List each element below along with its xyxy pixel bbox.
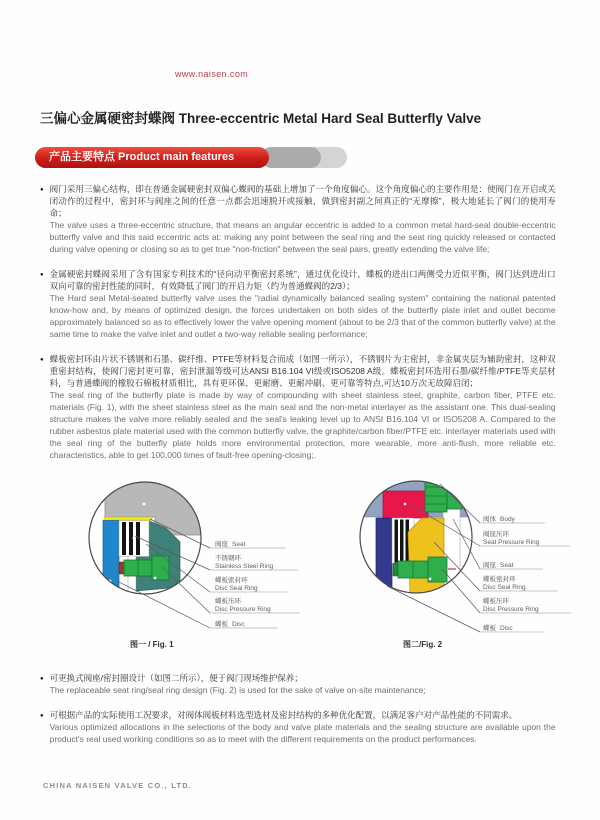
- website-url[interactable]: www.naisen.com: [175, 69, 249, 79]
- fig2-top-bolt-shank: [425, 478, 447, 512]
- bullet-icon: ●: [40, 357, 44, 363]
- page-title: 三偏心金属硬密封蝶阀 Three-eccentric Metal Hard Seal Butterfly Valve: [40, 111, 482, 126]
- fig1-label-disc-zh: 蝶板: [215, 621, 228, 628]
- fig2-label-seat-zh: 阀座: [483, 562, 496, 569]
- fig2-label-disc-pressure-ring-zh: 蝶板压环: [483, 598, 509, 605]
- feature-item-5: [40, 709, 562, 745]
- feature-text: [50, 268, 556, 340]
- feature-item-2: [40, 268, 562, 340]
- fig2-mid-bolt-tip: [393, 563, 398, 576]
- fig2-stainless-ring-shape: [400, 520, 404, 563]
- feature-text: [50, 672, 556, 696]
- feature-3-zh: 蝶板密封环由片状不锈钢和石墨、碳纤维、PTFE等材料复合而成（如图一所示），不锈钢片为主密封，非金属夹层为辅助密封，这种双重密封结构，使阀门密封更可靠，密封泄漏等级可达ANSI B16.104 VI级或ISO5208 A级。蝶板密封环选用石墨/碳纤维/PTFE等夹层材料，与普通蝶阀的橡胶石棉板材质相比，具有更环保、更耐磨、更耐冲刷、更可靠等特点,可达10万次无故障启闭；: [49, 354, 556, 388]
- fig2-anchor-dot: [404, 503, 407, 506]
- fig2-label-disc-pressure-ring-en: Disc Pressure Ring: [483, 606, 539, 613]
- fig1-stainless-ring-shape: [122, 522, 126, 555]
- fig1-label-stainless-ring-zh: 不锈钢环: [215, 555, 241, 562]
- figures-row: [40, 474, 600, 670]
- fig2-caption: 图二/Fig. 2: [403, 640, 443, 649]
- fig1-label-disc-pressure-ring-en: Disc Pressure Ring: [215, 606, 271, 613]
- fig1-stainless-ring-shape: [136, 522, 140, 555]
- fig1-label-seat-en: Seat: [232, 541, 246, 548]
- figure-2-diagram: [330, 474, 600, 670]
- fig1-seat-shape: [104, 517, 152, 521]
- feature-text: [50, 353, 556, 461]
- fig1-anchor-dot: [143, 503, 146, 506]
- fig2-label-body-zh: 阀体: [483, 516, 496, 523]
- feature-text: [50, 183, 556, 255]
- fig1-label-seat-zh: 阀座: [215, 541, 228, 548]
- fig1-disc-shape: [103, 521, 119, 597]
- section-banner: [35, 147, 335, 168]
- feature-text: [50, 709, 556, 745]
- bullet-icon: ●: [40, 187, 44, 193]
- feature-1-zh: 阀门采用三偏心结构，即在普通金属硬密封双偏心蝶阀的基础上增加了一个角度偏心。这个角度偏心的主要作用是：使阀门在开启或关闭动作的过程中，密封环与阀座之间的任意一点都会迅速脱开或接触，做到密封副之间真正的“无摩擦”，极大地延长了阀门的使用寿命；: [49, 184, 556, 218]
- feature-5-en: Various optimized allocations in the selections of the body and valve plate materials and the sealing structure are available upon the product's real used working conditions so as to meet with the different requirements on the product performances.: [49, 722, 556, 744]
- bullet-icon: ●: [40, 713, 44, 719]
- fig1-label-disc-pressure-ring-zh: 蝶板压环: [215, 598, 241, 605]
- fig2-anchor-dot: [429, 578, 432, 581]
- fig2-red-marker: [448, 568, 456, 570]
- fig2-label-seat-pressure-ring-zh: 阀座压环: [483, 531, 509, 538]
- company-name: CHINA NAISEN VALVE CO., LTD.: [43, 781, 193, 790]
- fig2-label-disc-seal-ring-en: Disc Seal Ring: [483, 584, 526, 591]
- fig1-stainless-ring-shape: [129, 522, 133, 555]
- fig2-label-disc-en: Disc: [500, 625, 513, 632]
- fig1-caption: 图一 / Fig. 1: [130, 640, 174, 649]
- figure-1-diagram: [60, 474, 330, 670]
- banner-title: 产品主要特点 Product main features: [35, 147, 269, 168]
- feature-item-4: [40, 672, 562, 696]
- fig1-label-disc-en: Disc: [232, 621, 245, 628]
- fig2-label-disc-zh: 蝶板: [483, 625, 496, 632]
- feature-4-en: The replaceable seat ring/seal ring design (Fig. 2) is used for the sake of valve on-site maintenance;: [49, 685, 426, 695]
- bullet-icon: ●: [40, 676, 44, 682]
- banner-decor-pill-dark: [261, 147, 321, 168]
- fig2-label-disc-seal-ring-zh: 蝶板密封环: [483, 576, 516, 583]
- fig1-label-disc-seal-ring-en: Disc Seal Ring: [215, 585, 258, 592]
- feature-list: [40, 183, 562, 758]
- fig2-stainless-ring-shape: [395, 520, 399, 563]
- fig1-anchor-dot: [133, 537, 136, 540]
- feature-1-en: The valve uses a three-eccentric structure, that means an angular eccentric is added to a common metal hard-seal double-eccentric butterfly valve and this said eccentric acts at: making any point between the seal ring and the seat ring quickly released or contacted during valve opening or closing so as to get true "non-friction" between the seal pairs, greatly extending the valve life;: [49, 220, 556, 254]
- feature-5-zh: 可根据产品的实际使用工况要求，对阀体阀板材料选型选材及密封结构的多种优化配置，以满足客户对产品性能的不同需求。: [49, 710, 518, 720]
- feature-item-1: [40, 183, 562, 255]
- fig1-label-disc-seal-ring-zh: 蝶板密封环: [215, 577, 248, 584]
- fig1-anchor-dot: [154, 577, 157, 580]
- fig2-anchor-dot: [439, 482, 442, 485]
- fig2-disc-shape: [376, 518, 392, 596]
- feature-4-zh: 可更换式阀座/密封圈设计（如图二所示），便于阀门现场维护保养；: [49, 673, 303, 683]
- feature-3-en: The seal ring of the butterfly plate is made by way of compounding with sheet stainless steel, graphite, carbon fiber, PTFE etc. materials (Fig. 1), with the sheet stainless steel as the main seal and the non-metal interlayer as the assistant one. This dual-sealing structure makes the valve more reliably sealed and the seal's leaking level up to ANSI B16.104 VI or ISO5208 A. Compared to the rubber asbestos plate material used with the common butterfly valve, the graphite/carbon fiber/PTFE etc. interlayer materials used with the seal ring of the butterfly plate holds more environmental protection, more wearable, more anti-flush, more reliable etc. characteristics, able to get 100,000 times of fault-free opening-closing;.: [49, 390, 556, 460]
- feature-2-en: The Hard seal Metal-seated butterfly valve uses the "radial dynamically balanced sealing system" containing the national patented know-how and, by means of optimized design, the forces undertaken on both sides of the butterfly plate inlet and outlet become approximately balanced so as to effectively lower the valve opening moment (about to be 2/3 that of the common butterfly valve) at the same time to make the valve inlet and outlet a two-way reliable sealing performance;: [49, 293, 556, 339]
- fig2-label-seat-pressure-ring-en: Seat Pressure Ring: [483, 539, 540, 546]
- fig2-label-body-en: Body: [500, 516, 515, 523]
- feature-2-zh: 金属硬密封蝶阀采用了含有国家专利技术的“径向动平衡密封系统”，通过优化设计，蝶板的进出口两侧受力近似平衡，阀门达到进出口双向可靠的密封性能的同时，有效降低了阀门的开启力矩（约为普通蝶阀的2/3）；: [49, 269, 556, 291]
- fig1-label-stainless-ring-en: Stainless Steel Ring: [215, 563, 274, 570]
- bullet-icon: ●: [40, 272, 44, 278]
- feature-item-3: [40, 353, 562, 461]
- fig2-label-seat-en: Seat: [500, 562, 514, 569]
